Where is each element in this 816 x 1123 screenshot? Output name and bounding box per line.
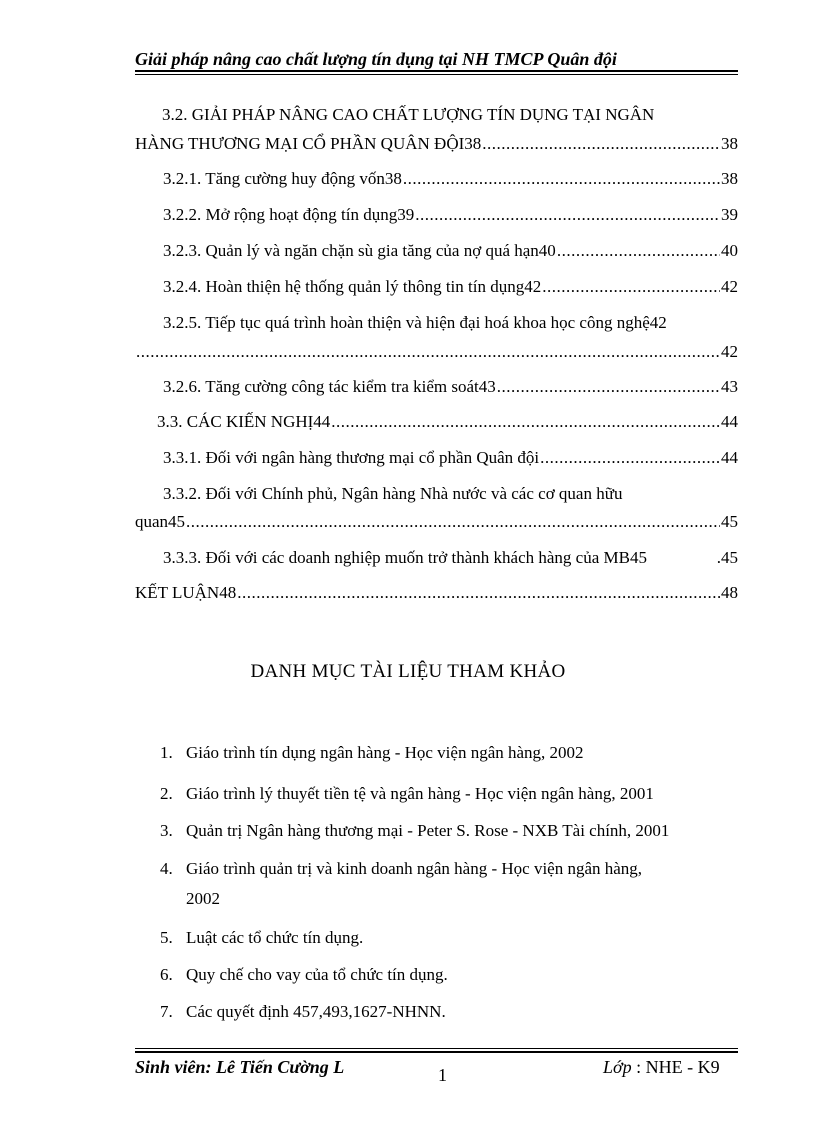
toc-page-number: 42 [721,342,738,361]
toc-leader-dots [415,205,720,225]
toc-leader-dots [331,412,720,432]
reference-number: 7. [160,1002,173,1021]
toc-entry-text: 3.2.3. Quản lý và ngăn chặn sù gia tăng của nợ quá hạn40 [163,241,556,260]
toc-page-number: 38 [721,169,738,188]
reference-continuation: 2002 [186,889,220,908]
reference-number: 3. [160,821,173,840]
toc-page-number: 48 [721,583,738,602]
toc-entry-text: 3.2.6. Tăng cường công tác kiểm tra kiểm soát43 [163,377,496,396]
reference-text: Giáo trình quản trị và kinh doanh ngân hàng - Học viện ngân hàng, [186,859,643,878]
toc-page-number: 44 [721,412,738,431]
reference-item [160,928,363,948]
toc-leader-dots [237,583,720,603]
toc-entry-text: 3.3. CÁC KIẾN NGHỊ44 [157,412,331,431]
toc-page-number: 45 [721,512,738,531]
toc-entry-3-2-1[interactable] [163,169,738,189]
footer-rule-thin [135,1048,738,1049]
toc-leader-dots [497,377,720,397]
reference-item [160,821,669,841]
header-rule-thin [135,74,738,75]
toc-entry-text: 3.2. GIẢI PHÁP NÂNG CAO CHẤT LƯỢNG TÍN DỤNG TẠI NGÂN [162,105,655,124]
toc-entry-text: HÀNG THƯƠNG MẠI CỔ PHẦN QUÂN ĐỘI38 [135,134,482,153]
reference-text: Giáo trình lý thuyết tiền tệ và ngân hàng - Học viện ngân hàng, 2001 [186,784,654,803]
toc-page-number: 42 [721,277,738,296]
toc-entry-3-2-6[interactable] [163,377,738,397]
toc-entry-3-2-4[interactable] [163,277,738,297]
footer-class-value: : NHE - K9 [636,1057,720,1077]
toc-entry-3-2-line1[interactable] [162,105,654,125]
toc-leader-dots [482,134,720,154]
toc-entry-conclusion[interactable] [135,583,738,603]
references-title: DANH MỤC TÀI LIỆU THAM KHẢO [250,661,566,682]
toc-leader-dots [186,512,720,532]
toc-leader-dots [542,277,720,297]
toc-leader-dots [557,241,720,261]
toc-entry-3-3-3[interactable] [163,548,738,568]
toc-entry-3-2-line2[interactable] [135,134,738,154]
reference-item [160,743,584,763]
reference-text: Quy chế cho vay của tổ chức tín dụng. [186,965,448,984]
reference-text: Luật các tổ chức tín dụng. [186,928,364,947]
reference-text: Giáo trình tín dụng ngân hàng - Học viện ngân hàng, 2002 [186,743,584,762]
reference-item [160,784,654,804]
toc-entry-text: 3.2.1. Tăng cường huy động vốn38 [163,169,402,188]
toc-entry-text: 3.2.4. Hoàn thiện hệ thống quản lý thông tin tín dụng42 [163,277,542,296]
toc-entry-3-2-5-line2[interactable] [135,342,738,362]
reference-item [160,1002,446,1022]
toc-page-number: 40 [721,241,738,260]
toc-entry-3-3-2-line1[interactable] [163,484,622,504]
toc-page-number: 43 [721,377,738,396]
reference-number: 1. [160,743,173,762]
toc-page-number: 44 [721,448,738,467]
toc-page-number: .45 [716,548,738,567]
toc-entry-text: 3.2.5. Tiếp tục quá trình hoàn thiện và hiện đại hoá khoa học công nghệ42 [163,313,667,332]
reference-item [160,965,448,985]
footer-rule-thick [135,1051,738,1053]
toc-entry-3-2-3[interactable] [163,241,738,261]
toc-entry-3-3-2-line2[interactable] [135,512,738,532]
footer-class [603,1057,720,1078]
toc-entry-text: quan45 [135,512,186,531]
toc-leader-dots [403,169,720,189]
reference-text: Quản trị Ngân hàng thương mại - Peter S. Rose - NXB Tài chính, 2001 [186,821,670,840]
reference-number: 2. [160,784,173,803]
toc-entry-3-3-1[interactable] [163,448,738,468]
toc-entry-3-2-2[interactable] [163,205,738,225]
toc-entry-text: 3.3.3. Đối với các doanh nghiệp muốn trở thành khách hàng của MB45 [163,548,647,567]
reference-text: Các quyết định 457,493,1627-NHNN. [186,1002,446,1021]
toc-entry-text: KẾT LUẬN48 [135,583,237,602]
toc-page-number: 39 [721,205,738,224]
toc-entry-text: 3.3.2. Đối với Chính phủ, Ngân hàng Nhà nước và các cơ quan hữu [163,484,623,503]
toc-entry-3-2-5-line1[interactable] [163,313,667,333]
toc-entry-text: 3.3.1. Đối với ngân hàng thương mại cổ phần Quân đội [163,448,540,467]
toc-page-number: 38 [721,134,738,153]
reference-number: 4. [160,859,173,878]
footer-page-number: 1 [438,1065,447,1085]
reference-number: 5. [160,928,173,947]
reference-item [160,859,642,879]
footer-class-label: Lớp [603,1057,632,1077]
reference-number: 6. [160,965,173,984]
toc-leader-dots [540,448,720,468]
header-rule-thick [135,70,738,72]
footer-student-name: Sinh viên: Lê Tiến Cường L [135,1057,345,1077]
running-header-title: Giải pháp nâng cao chất lượng tín dụng tại NH TMCP Quân đội [135,49,617,69]
toc-entry-text: 3.2.2. Mở rộng hoạt động tín dụng39 [163,205,415,224]
toc-entry-3-3[interactable] [157,412,738,432]
toc-leader-dots [136,342,720,362]
